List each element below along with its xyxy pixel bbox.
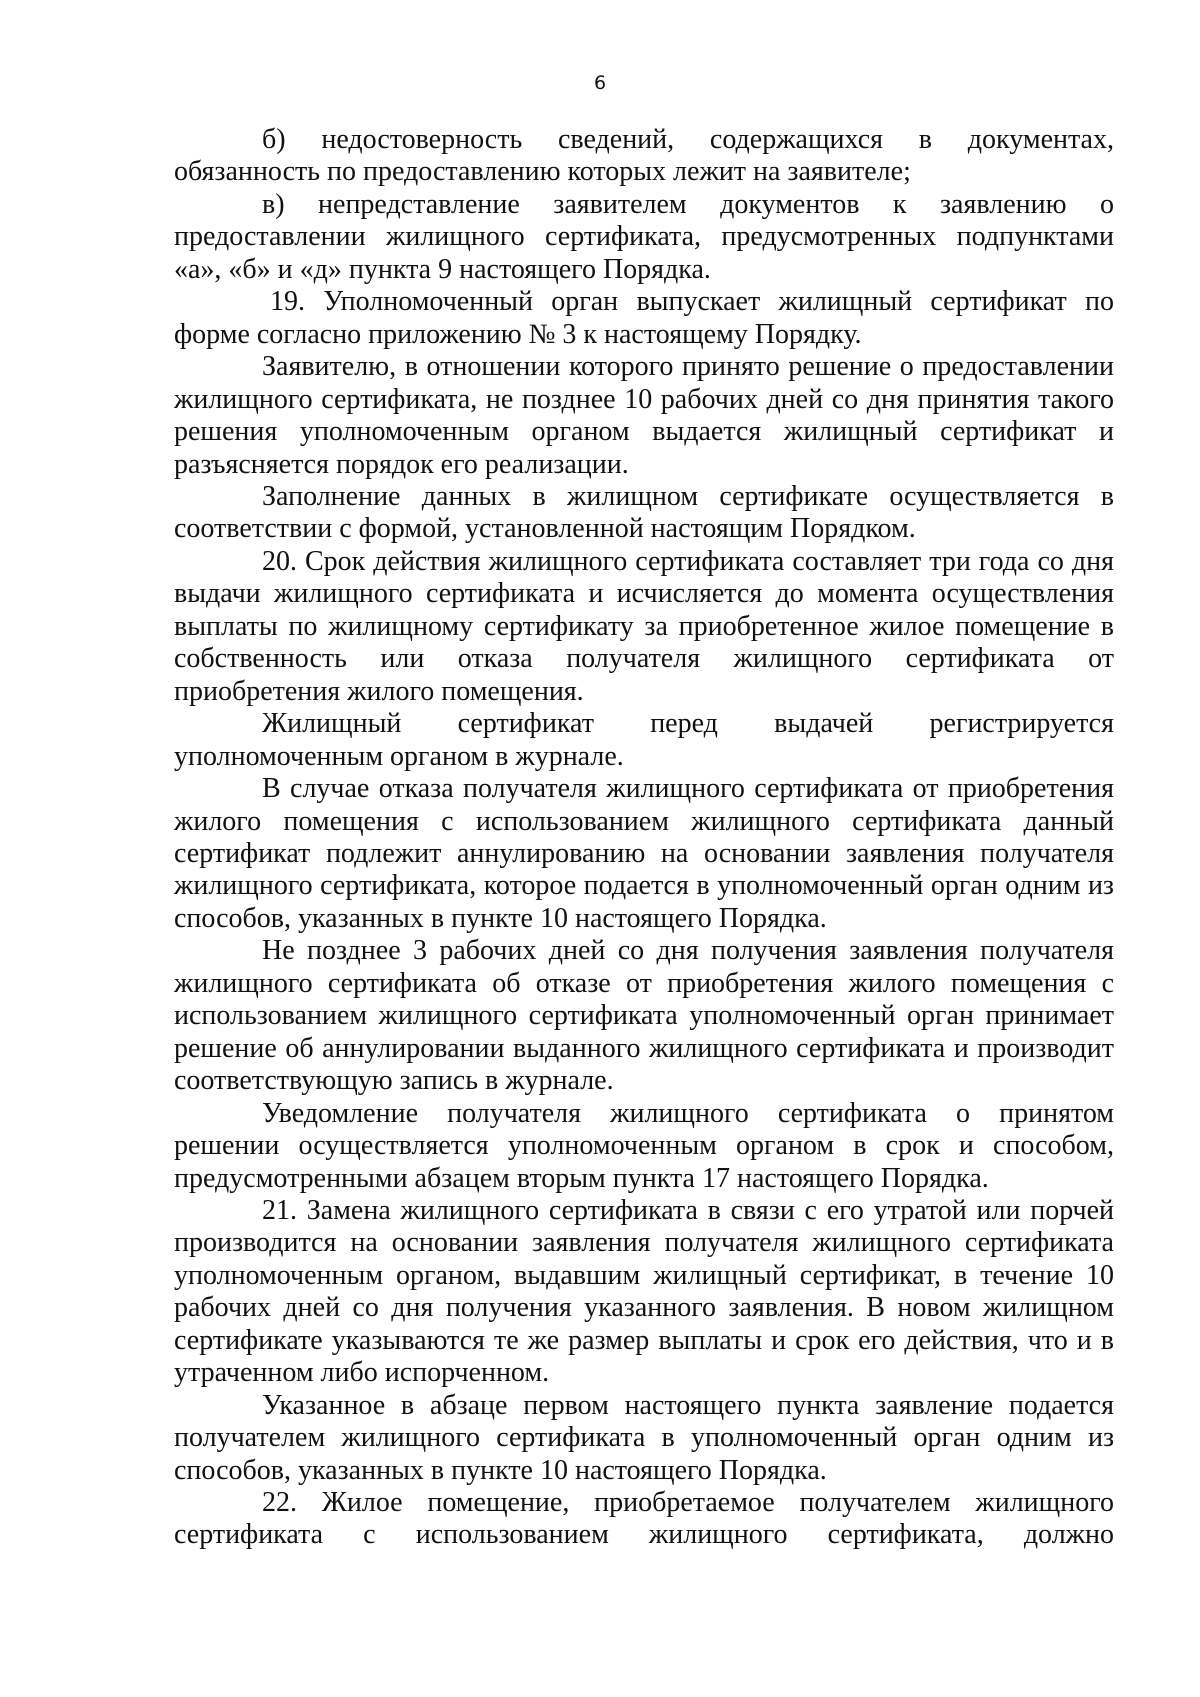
paragraph-20-validity-period: 20. Срок действия жилищного сертификата составляет три года со дня выдачи жилищного сертификата и исчисляется до момента осуществления выплаты по жилищному сертификату за приобретенное жилое помещение в собственность или отказа получателя жилищного сертификата от приобретения жилого помещения. — [174, 545, 1114, 707]
paragraph-notification: Уведомление получателя жилищного сертификата о принятом решении осуществляется уполномоченным органом в срок и способом, предусмотренными абзацем вторым пункта 17 настоящего Порядка. — [174, 1097, 1114, 1194]
paragraph-19-certificate-issue: 19. Уполномоченный орган выпускает жилищный сертификат по форме согласно приложению № 3 к настоящему Порядку. — [174, 286, 1114, 350]
paragraph-replacement-application: Указанное в абзаце первом настоящего пункта заявление подается получателем жилищного сертификата в уполномоченный орган одним из способов, указанных в пункте 10 настоящего Порядка. — [174, 1389, 1114, 1486]
page-number: 6 — [593, 72, 607, 94]
paragraph-annulment-decision: Не позднее 3 рабочих дней со дня получения заявления получателя жилищного сертификата об отказе от приобретения жилого помещения с использованием жилищного сертификата уполномоченный орган принимает решение об аннулировании выданного жилищного сертификата и производит соответствующую запись в журнале. — [174, 935, 1114, 1097]
paragraph-filling-data: Заполнение данных в жилищном сертификате осуществляется в соответствии с формой, установленной настоящим Порядком. — [174, 480, 1114, 545]
paragraph-b-unreliable-info: б) недостоверность сведений, содержащихся в документах, обязанность по предоставлению которых лежит на заявителе; — [174, 124, 1114, 188]
paragraph-issue-deadline: Заявителю, в отношении которого принято решение о предоставлении жилищного сертификата, не позднее 10 рабочих дней со дня принятия такого решения уполномоченным органом выдается жилищный сертификат и разъясняется порядок его реализации. — [174, 351, 1114, 480]
paragraph-registration: Жилищный сертификат перед выдачей регистрируется уполномоченным органом в журнале. — [174, 708, 1114, 772]
paragraph-22-housing-requirements: 22. Жилое помещение, приобретаемое получателем жилищного сертификата с использованием жилищного сертификата, должно — [174, 1487, 1114, 1551]
document-body — [174, 124, 1114, 1552]
paragraph-21-replacement: 21. Замена жилищного сертификата в связи с его утратой или порчей производится на основании заявления получателя жилищного сертификата уполномоченным органом, выдавшим жилищный сертификат, в течение 10 рабочих дней со дня получения указанного заявления. В новом жилищном сертификате указываются те же размер выплаты и срок его действия, что и в утраченном либо испорченном. — [174, 1194, 1114, 1389]
paragraph-v-missing-documents: в) непредставление заявителем документов к заявлению о предоставлении жилищного сертификата, предусмотренных подпунктами «а», «б» и «д» пункта 9 настоящего Порядка. — [174, 188, 1114, 285]
paragraph-refusal-annulment: В случае отказа получателя жилищного сертификата от приобретения жилого помещения с использованием жилищного сертификата данный сертификат подлежит аннулированию на основании заявления получателя жилищного сертификата, которое подается в уполномоченный орган одним из способов, указанных в пункте 10 настоящего Порядка. — [174, 773, 1114, 934]
